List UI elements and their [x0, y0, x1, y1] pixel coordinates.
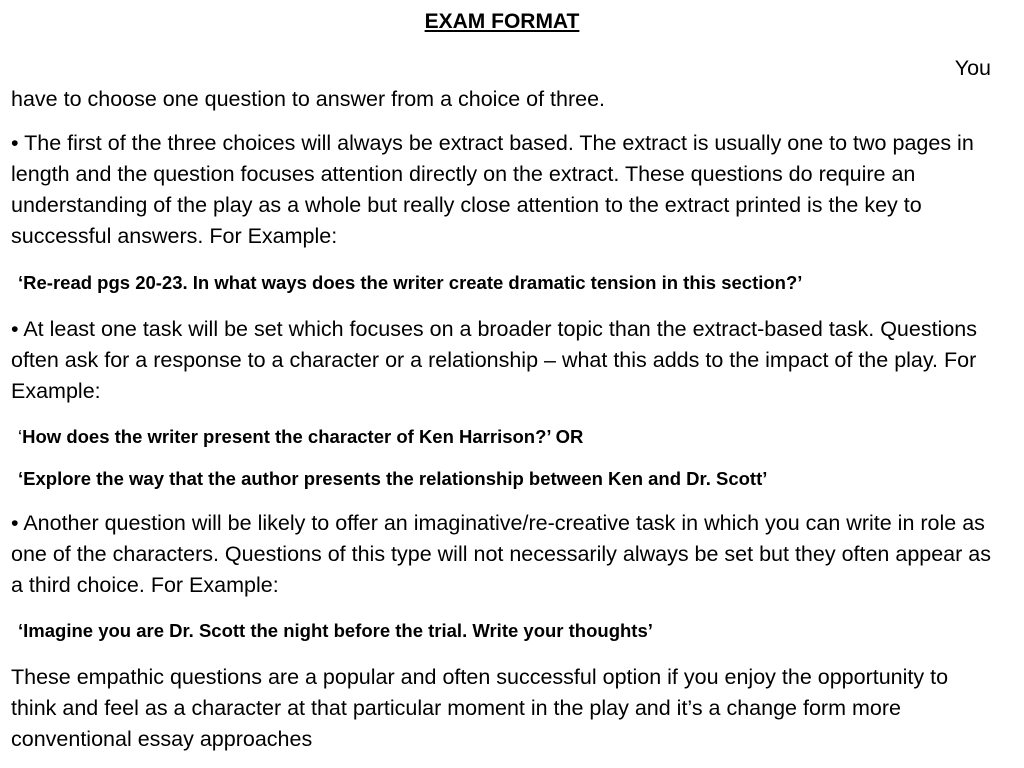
intro-first-word: You: [954, 56, 991, 80]
example-imaginative-question: ‘Imagine you are Dr. Scott the night before the trial. Write your thoughts’: [18, 620, 653, 641]
example-character-question: [18, 424, 1008, 450]
bullet-imaginative-task: • Another question will be likely to offer an imaginative/re-creative task in which you can write in role as one of the characters. Questions of this type will not necessarily always be set but they often appear as a third choice. For Example:: [11, 511, 991, 597]
bullet-broader-topic: • At least one task will be set which focuses on a broader topic than the extract-based task. Questions often ask for a response to a character or a relationship – what this adds to the impact of the play. For Example:: [11, 317, 977, 403]
conclusion-paragraph: These empathic questions are a popular and often successful option if you enjoy the opportunity to think and feel as a character at that particular moment in the play and it’s a change form more conventional essay approaches: [11, 665, 949, 751]
open-quote: ‘: [18, 426, 23, 447]
page-title: EXAM FORMAT: [424, 10, 580, 33]
example-extract-question: ‘Re-read pgs 20-23. In what ways does the writer create dramatic tension in this section?’: [18, 272, 803, 293]
character-question-text: How does the writer present the character of Ken Harrison?’ OR: [22, 426, 584, 447]
example-relationship-question: ‘Explore the way that the author presents the relationship between Ken and Dr. Scott’: [18, 468, 768, 489]
bullet-extract-based: • The first of the three choices will always be extract based. The extract is usually one to two pages in length and the question focuses attention directly on the extract. These questions do require an understanding of the play as a whole but really close attention to the extract printed is the key to successful answers. For Example:: [11, 131, 974, 248]
intro-text: have to choose one question to answer from a choice of three.: [11, 87, 606, 111]
